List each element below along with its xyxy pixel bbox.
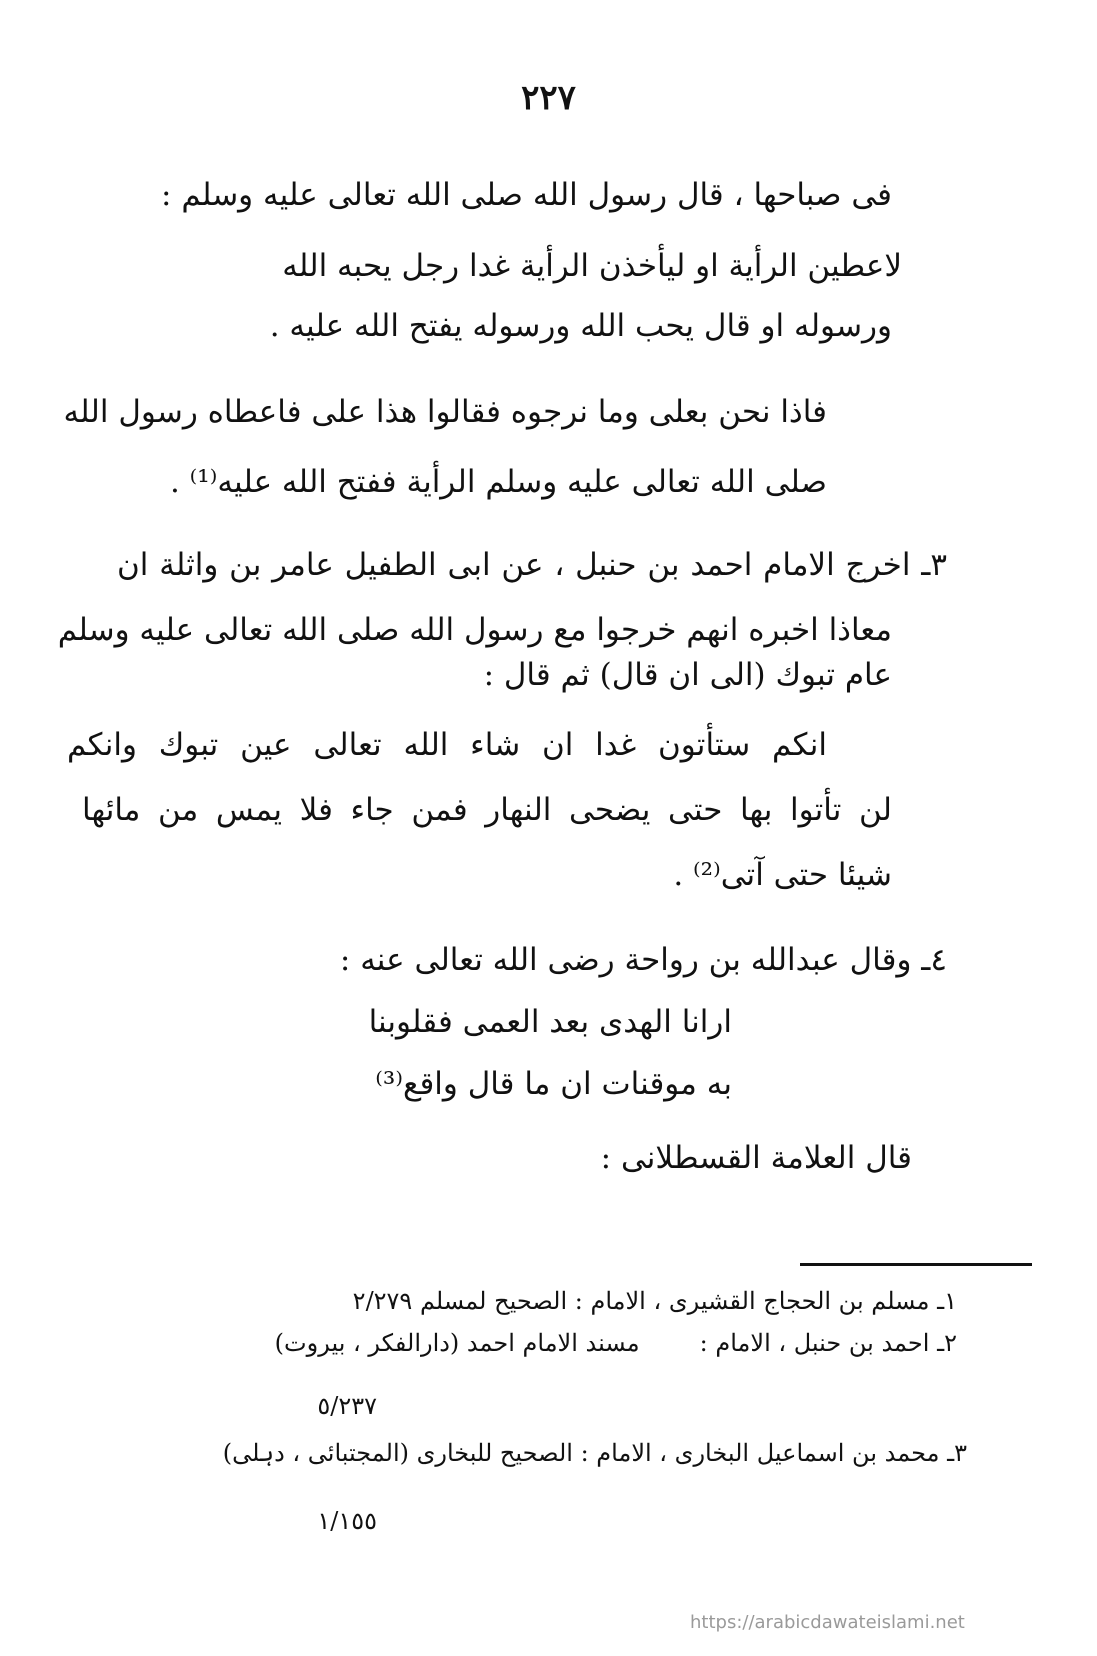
numbered-paragraph-line: ٣ـ اخرج الامام احمد بن حنبل ، عن ابى الطفيل عامر بن واثلة ان	[117, 547, 947, 583]
footnote-2-ref: ٥/٢٣٧	[317, 1392, 377, 1420]
body-line: قال العلامة القسطلانى :	[600, 1140, 912, 1176]
hadith-quote-line: لاعطين الرأية او ليأخذن الرأية غدا رجل يحبه الله	[282, 248, 902, 284]
footnote-3: ٣ـ محمد بن اسماعيل البخارى ، الامام : الصحيح للبخارى (المجتبائى ، دہلی)	[222, 1439, 967, 1467]
footnote-2-author: ٢ـ احمد بن حنبل ، الامام :	[699, 1329, 957, 1357]
footnote-2	[107, 1327, 957, 1359]
footnote-1: ١ـ مسلم بن الحجاج القشيرى ، الامام : الصحيح لمسلم ٢/٢٧٩	[352, 1287, 957, 1315]
hadith-quote-line: شيئا حتى آتى⁽²⁾ .	[673, 857, 892, 893]
footnote-2-source: مسند الامام احمد (دارالفكر ، بيروت)	[274, 1329, 640, 1357]
hadith-quote-line: فاذا نحن بعلى وما نرجوه فقالوا هذا على فاعطاه رسول الله	[63, 394, 827, 430]
poem-verse-line: به موقنات ان ما قال واقع⁽³⁾	[375, 1066, 732, 1102]
hadith-quote-line: انكم ستأتون غدا ان شاء الله تعالى عين تبوك وانكم	[67, 727, 827, 763]
numbered-paragraph-line: عام تبوك (الى ان قال) ثم قال :	[483, 657, 892, 693]
hadith-quote-line: صلى الله تعالى عليه وسلم الرأية ففتح الله عليه⁽¹⁾ .	[169, 464, 827, 500]
numbered-paragraph-line: ٤ـ وقال عبدالله بن رواحة رضى الله تعالى عنه :	[339, 942, 947, 978]
numbered-paragraph-line: معاذا اخبره انهم خرجوا مع رسول الله صلى الله تعالى عليه وسلم	[57, 612, 892, 648]
poem-verse-line: ارانا الهدى بعد العمى فقلوبنا	[368, 1004, 732, 1040]
source-watermark: https://arabicdawateislami.net	[690, 1612, 965, 1633]
body-line: فى صباحها ، قال رسول الله صلى الله تعالى عليه وسلم :	[161, 177, 892, 213]
page-number: ٢٢٧	[521, 78, 576, 118]
footnote-3-ref: ١/١٥٥	[317, 1507, 377, 1535]
hadith-quote-line: لن تأتوا بها حتى يضحى النهار فمن جاء فلا يمس من مائها	[82, 792, 892, 828]
footnote-divider	[800, 1263, 1032, 1266]
hadith-quote-line: ورسوله او قال يحب الله ورسوله يفتح الله عليه .	[269, 308, 892, 344]
